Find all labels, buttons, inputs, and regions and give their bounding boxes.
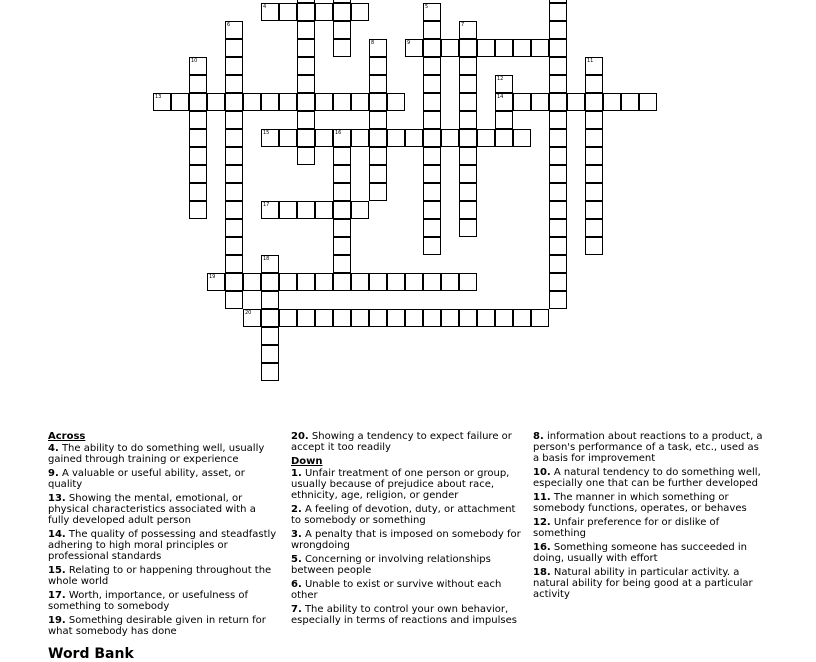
clue-down-5 <box>291 554 521 576</box>
grid-cell[interactable] <box>225 219 243 237</box>
grid-cell[interactable] <box>297 75 315 93</box>
grid-clue-number: 13 <box>155 94 162 100</box>
clue-text: The manner in which something or somebody functions, operates, or behaves <box>533 492 747 514</box>
grid-cell[interactable] <box>261 345 279 363</box>
clue-number: 16. <box>533 542 551 553</box>
grid-cell[interactable] <box>369 57 387 75</box>
grid-cell[interactable] <box>585 237 603 255</box>
grid-cell[interactable] <box>369 147 387 165</box>
clue-down-12 <box>533 517 768 539</box>
grid-cell[interactable] <box>297 57 315 75</box>
clue-text: information about reactions to a product, a person's performance of a task, etc., used as a basis for improvement <box>533 431 763 464</box>
clue-across-20 <box>291 431 521 453</box>
grid-cell[interactable] <box>513 39 531 57</box>
grid-cell[interactable] <box>225 273 243 291</box>
grid-cell[interactable] <box>549 129 567 147</box>
grid-clue-number: 19 <box>209 274 216 280</box>
grid-cell[interactable] <box>459 57 477 75</box>
grid-cell[interactable] <box>477 309 495 327</box>
grid-cell[interactable] <box>189 183 207 201</box>
grid-cell[interactable] <box>549 147 567 165</box>
grid-cell[interactable] <box>225 291 243 309</box>
grid-cell[interactable] <box>261 291 279 309</box>
grid-cell[interactable] <box>423 75 441 93</box>
grid-cell[interactable] <box>333 93 351 111</box>
grid-clue-number: 7 <box>461 22 465 28</box>
grid-cell[interactable] <box>171 93 189 111</box>
clue-text: The quality of possessing and steadfastly adhering to high moral principles or professional standards <box>48 529 277 562</box>
grid-cell[interactable] <box>549 273 567 291</box>
grid-cell[interactable] <box>261 273 279 291</box>
grid-cell[interactable] <box>369 273 387 291</box>
grid-cell[interactable] <box>531 93 549 111</box>
clue-text: The ability to control your own behavior, especially in terms of reactions and impulses <box>291 604 517 626</box>
grid-cell[interactable] <box>315 201 333 219</box>
grid-cell[interactable] <box>315 273 333 291</box>
clue-across-13 <box>48 493 278 526</box>
grid-cell[interactable] <box>261 363 279 381</box>
grid-cell[interactable] <box>243 93 261 111</box>
grid-cell[interactable] <box>459 129 477 147</box>
grid-cell[interactable] <box>459 201 477 219</box>
grid-cell[interactable] <box>279 201 297 219</box>
grid-clue-number: 20 <box>245 310 252 316</box>
grid-cell[interactable] <box>459 93 477 111</box>
clue-across-19 <box>48 615 278 637</box>
clue-text: Showing the mental, emotional, or physical characteristics associated with a fully developed adult person <box>48 493 256 526</box>
grid-cell[interactable] <box>423 129 441 147</box>
grid-cell[interactable] <box>549 237 567 255</box>
grid-cell[interactable] <box>261 309 279 327</box>
grid-cell[interactable] <box>225 165 243 183</box>
grid-cell[interactable] <box>333 183 351 201</box>
grid-clue-number: 9 <box>407 40 411 46</box>
grid-cell[interactable] <box>549 57 567 75</box>
grid-cell[interactable] <box>333 39 351 57</box>
clue-number: 5. <box>291 554 302 565</box>
grid-cell[interactable] <box>297 111 315 129</box>
grid-cell[interactable] <box>405 309 423 327</box>
grid-cell[interactable] <box>369 93 387 111</box>
grid-cell[interactable] <box>423 39 441 57</box>
grid-cell[interactable] <box>333 147 351 165</box>
clue-number: 18. <box>533 567 551 578</box>
grid-cell[interactable] <box>567 93 585 111</box>
grid-cell[interactable] <box>189 201 207 219</box>
grid-cell[interactable] <box>603 93 621 111</box>
grid-cell[interactable] <box>297 273 315 291</box>
grid-cell[interactable] <box>333 273 351 291</box>
grid-cell[interactable] <box>549 291 567 309</box>
grid-cell[interactable] <box>423 183 441 201</box>
grid-cell[interactable] <box>549 3 567 21</box>
clue-down-18 <box>533 567 768 600</box>
grid-cell[interactable] <box>423 309 441 327</box>
grid-cell[interactable] <box>585 183 603 201</box>
grid-cell[interactable] <box>315 309 333 327</box>
grid-cell[interactable] <box>585 219 603 237</box>
grid-cell[interactable] <box>423 93 441 111</box>
clue-text: A natural tendency to do something well, especially one that can be further developed <box>533 467 761 489</box>
grid-cell[interactable] <box>585 147 603 165</box>
grid-clue-number: 14 <box>497 94 504 100</box>
grid-cell[interactable] <box>441 129 459 147</box>
grid-cell[interactable] <box>369 129 387 147</box>
clue-number: 12. <box>533 517 551 528</box>
grid-cell[interactable] <box>297 3 315 21</box>
clue-text: Unable to exist or survive without each other <box>291 579 502 601</box>
grid-cell[interactable] <box>513 309 531 327</box>
grid-cell[interactable] <box>351 3 369 21</box>
clue-number: 8. <box>533 431 544 442</box>
clue-text: A feeling of devotion, duty, or attachment to somebody or something <box>291 504 516 526</box>
grid-cell[interactable] <box>225 255 243 273</box>
grid-cell[interactable] <box>441 309 459 327</box>
clue-text: A penalty that is imposed on somebody for wrongdoing <box>291 529 521 551</box>
word-bank-title: Word Bank <box>48 646 134 662</box>
grid-cell[interactable] <box>531 309 549 327</box>
grid-cell[interactable] <box>297 39 315 57</box>
grid-cell[interactable] <box>315 3 333 21</box>
grid-cell[interactable] <box>225 129 243 147</box>
clue-number: 4. <box>48 443 59 454</box>
grid-cell[interactable] <box>279 129 297 147</box>
clue-text: Something desirable given in return for what somebody has done <box>48 615 266 637</box>
grid-cell[interactable] <box>369 165 387 183</box>
grid-cell[interactable] <box>459 309 477 327</box>
grid-cell[interactable] <box>495 39 513 57</box>
grid-clue-number: 15 <box>263 130 270 136</box>
clue-number: 14. <box>48 529 66 540</box>
clue-number: 13. <box>48 493 66 504</box>
grid-cell[interactable] <box>297 21 315 39</box>
grid-cell[interactable] <box>423 21 441 39</box>
clue-text: Showing a tendency to expect failure or accept it too readily <box>291 431 512 453</box>
clue-number: 10. <box>533 467 551 478</box>
grid-cell[interactable] <box>549 21 567 39</box>
grid-cell[interactable] <box>495 111 513 129</box>
grid-cell[interactable] <box>225 111 243 129</box>
grid-cell[interactable] <box>423 147 441 165</box>
grid-cell[interactable] <box>297 0 315 3</box>
grid-cell[interactable] <box>513 129 531 147</box>
clue-column-1 <box>48 431 278 640</box>
grid-cell[interactable] <box>189 111 207 129</box>
grid-cell[interactable] <box>261 327 279 345</box>
grid-cell[interactable] <box>333 309 351 327</box>
grid-cell[interactable] <box>207 93 225 111</box>
grid-cell[interactable] <box>423 201 441 219</box>
grid-cell[interactable] <box>333 21 351 39</box>
grid-cell[interactable] <box>405 129 423 147</box>
grid-cell[interactable] <box>585 111 603 129</box>
grid-cell[interactable] <box>459 39 477 57</box>
clue-down-1 <box>291 468 521 501</box>
grid-cell[interactable] <box>225 201 243 219</box>
grid-cell[interactable] <box>549 201 567 219</box>
grid-clue-number: 6 <box>227 22 231 28</box>
grid-cell[interactable] <box>585 165 603 183</box>
grid-cell[interactable] <box>225 93 243 111</box>
grid-cell[interactable] <box>459 165 477 183</box>
grid-cell[interactable] <box>549 165 567 183</box>
grid-cell[interactable] <box>423 111 441 129</box>
grid-cell[interactable] <box>459 75 477 93</box>
clue-number: 15. <box>48 565 66 576</box>
clue-text: A valuable or useful ability, asset, or quality <box>48 468 245 490</box>
clue-down-16 <box>533 542 768 564</box>
grid-cell[interactable] <box>549 93 567 111</box>
grid-cell[interactable] <box>459 183 477 201</box>
grid-cell[interactable] <box>621 93 639 111</box>
clue-down-11 <box>533 492 768 514</box>
clue-number: 6. <box>291 579 302 590</box>
clue-column-3 <box>533 431 768 603</box>
grid-cell[interactable] <box>225 57 243 75</box>
grid-cell[interactable] <box>495 309 513 327</box>
grid-clue-number: 11 <box>587 58 594 64</box>
grid-cell[interactable] <box>351 273 369 291</box>
grid-clue-number: 18 <box>263 256 270 262</box>
grid-cell[interactable] <box>459 219 477 237</box>
grid-cell[interactable] <box>423 219 441 237</box>
grid-cell[interactable] <box>459 273 477 291</box>
grid-cell[interactable] <box>585 75 603 93</box>
clue-text: Unfair preference for or dislike of something <box>533 517 720 539</box>
grid-cell[interactable] <box>531 39 549 57</box>
grid-cell[interactable] <box>189 165 207 183</box>
grid-cell[interactable] <box>315 129 333 147</box>
clue-number: 11. <box>533 492 551 503</box>
clue-number: 17. <box>48 590 66 601</box>
grid-clue-number: 17 <box>263 202 270 208</box>
grid-cell[interactable] <box>333 3 351 21</box>
clue-across-15 <box>48 565 278 587</box>
grid-cell[interactable] <box>441 273 459 291</box>
clue-down-8 <box>533 431 768 464</box>
grid-cell[interactable] <box>225 183 243 201</box>
clue-text: The ability to do something well, usually gained through training or experience <box>48 443 265 465</box>
clue-number: 7. <box>291 604 302 615</box>
grid-cell[interactable] <box>225 147 243 165</box>
clue-number: 9. <box>48 468 59 479</box>
grid-cell[interactable] <box>351 129 369 147</box>
clue-down-2 <box>291 504 521 526</box>
clue-down-3 <box>291 529 521 551</box>
grid-cell[interactable] <box>189 93 207 111</box>
grid-cell[interactable] <box>225 39 243 57</box>
grid-cell[interactable] <box>405 273 423 291</box>
grid-cell[interactable] <box>297 93 315 111</box>
grid-cell[interactable] <box>369 309 387 327</box>
clue-across-4 <box>48 443 278 465</box>
grid-cell[interactable] <box>279 3 297 21</box>
clue-number: 19. <box>48 615 66 626</box>
grid-cell[interactable] <box>297 129 315 147</box>
clue-text: Something someone has succeeded in doing, usually with effort <box>533 542 748 564</box>
grid-cell[interactable] <box>369 111 387 129</box>
grid-cell[interactable] <box>549 111 567 129</box>
grid-cell[interactable] <box>351 93 369 111</box>
clue-text: Concerning or involving relationships between people <box>291 554 491 576</box>
grid-cell[interactable] <box>495 129 513 147</box>
grid-cell[interactable] <box>279 273 297 291</box>
grid-cell[interactable] <box>333 0 351 3</box>
clue-across-17 <box>48 590 278 612</box>
grid-clue-number: 12 <box>497 76 504 82</box>
across-heading: Across <box>48 431 86 442</box>
clue-across-9 <box>48 468 278 490</box>
clue-down-7 <box>291 604 521 626</box>
grid-cell[interactable] <box>549 255 567 273</box>
grid-cell[interactable] <box>459 111 477 129</box>
grid-cell[interactable] <box>189 75 207 93</box>
grid-cell[interactable] <box>549 219 567 237</box>
clue-down-6 <box>291 579 521 601</box>
clue-text: Relating to or happening throughout the whole world <box>48 565 272 587</box>
grid-cell[interactable] <box>297 201 315 219</box>
grid-cell[interactable] <box>423 273 441 291</box>
grid-cell[interactable] <box>549 39 567 57</box>
grid-clue-number: 4 <box>263 4 267 10</box>
grid-clue-number: 10 <box>191 58 198 64</box>
grid-cell[interactable] <box>333 165 351 183</box>
grid-cell[interactable] <box>261 93 279 111</box>
grid-cell[interactable] <box>585 93 603 111</box>
grid-clue-number: 5 <box>425 4 429 10</box>
grid-cell[interactable] <box>639 93 657 111</box>
clue-text: Unfair treatment of one person or group, usually because of prejudice about race, ethnicity, age, religion, or gender <box>291 468 510 501</box>
grid-cell[interactable] <box>387 129 405 147</box>
down-heading: Down <box>291 456 323 467</box>
grid-cell[interactable] <box>441 39 459 57</box>
grid-cell[interactable] <box>459 147 477 165</box>
grid-cell[interactable] <box>189 147 207 165</box>
grid-cell[interactable] <box>513 93 531 111</box>
grid-cell[interactable] <box>189 129 207 147</box>
grid-cell[interactable] <box>423 237 441 255</box>
grid-cell[interactable] <box>279 309 297 327</box>
grid-cell[interactable] <box>225 237 243 255</box>
clue-number: 1. <box>291 468 302 479</box>
grid-cell[interactable] <box>243 273 261 291</box>
grid-cell[interactable] <box>333 201 351 219</box>
grid-cell[interactable] <box>477 39 495 57</box>
grid-cell[interactable] <box>351 201 369 219</box>
grid-cell[interactable] <box>333 219 351 237</box>
grid-cell[interactable] <box>351 309 369 327</box>
grid-cell[interactable] <box>225 75 243 93</box>
grid-cell[interactable] <box>333 255 351 273</box>
grid-cell[interactable] <box>369 183 387 201</box>
grid-clue-number: 16 <box>335 130 342 136</box>
grid-cell[interactable] <box>369 75 387 93</box>
grid-cell[interactable] <box>387 93 405 111</box>
grid-cell[interactable] <box>387 309 405 327</box>
clue-across-14 <box>48 529 278 562</box>
grid-cell[interactable] <box>423 165 441 183</box>
grid-cell[interactable] <box>387 273 405 291</box>
grid-cell[interactable] <box>333 237 351 255</box>
clue-text: Natural ability in particular activity. a natural ability for being good at a particular activity <box>533 567 753 600</box>
clue-number: 2. <box>291 504 302 515</box>
grid-cell[interactable] <box>585 129 603 147</box>
clue-text: Worth, importance, or usefulness of something to somebody <box>48 590 249 612</box>
clue-column-2 <box>291 431 521 629</box>
grid-cell[interactable] <box>297 309 315 327</box>
grid-cell[interactable] <box>585 201 603 219</box>
clue-down-10 <box>533 467 768 489</box>
grid-cell[interactable] <box>315 93 333 111</box>
grid-cell[interactable] <box>549 75 567 93</box>
clue-number: 3. <box>291 529 302 540</box>
clue-number: 20. <box>291 431 309 442</box>
grid-cell[interactable] <box>549 183 567 201</box>
grid-clue-number: 8 <box>371 40 375 46</box>
grid-cell[interactable] <box>279 93 297 111</box>
grid-cell[interactable] <box>423 57 441 75</box>
grid-cell[interactable] <box>297 147 315 165</box>
grid-cell[interactable] <box>477 129 495 147</box>
